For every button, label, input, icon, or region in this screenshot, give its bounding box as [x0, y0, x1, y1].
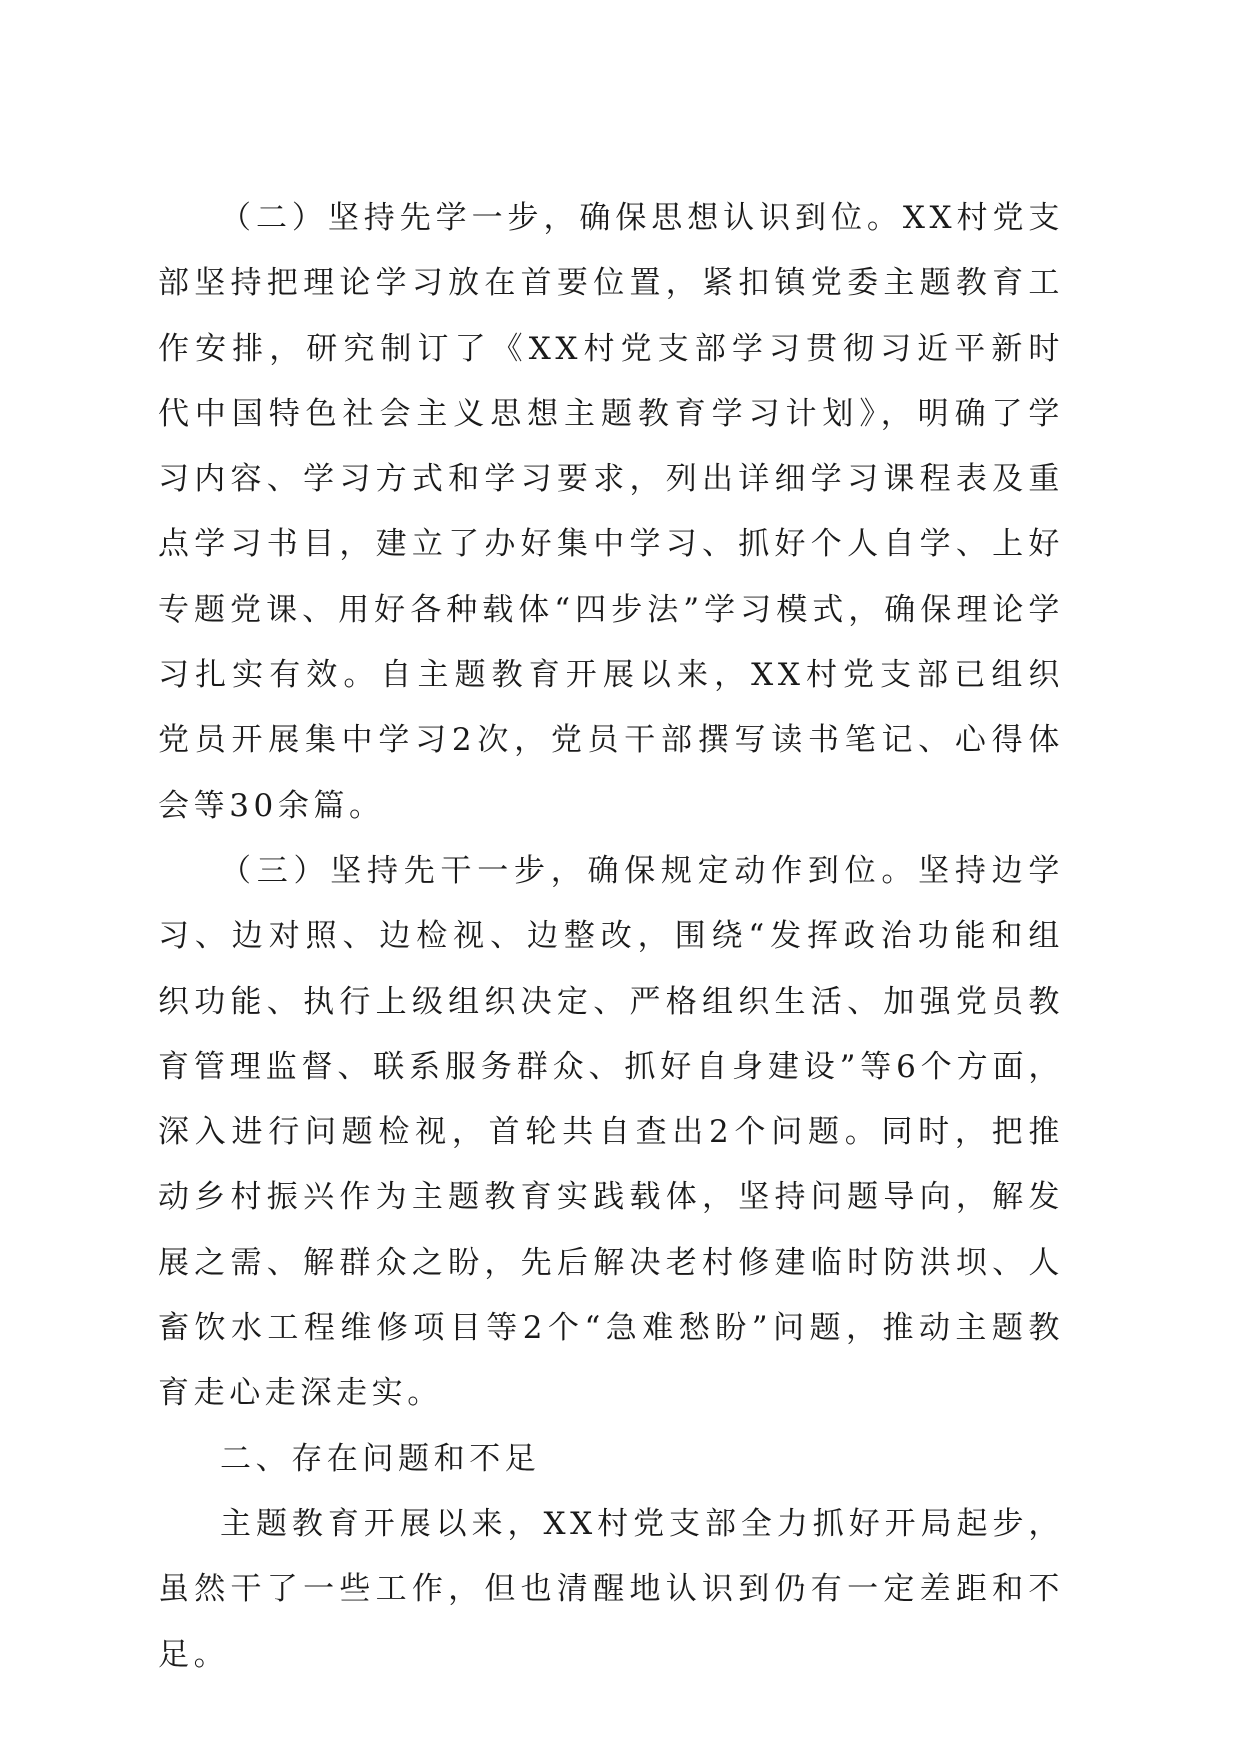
paragraph-study-first: （二）坚持先学一步，确保思想认识到位。XX村党支部坚持把理论学习放在首要位置，紧扣镇党委主题教育工作安排，研究制订了《XX村党支部学习贯彻习近平新时代中国特色社会主义思想主题教育学习计划》，明确了学习内容、学习方式和学习要求，列出详细学习课程表及重点学习书目，建立了办好集中学习、抓好个人自学、上好专题党课、用好各种载体“四步法”学习模式，确保理论学习扎实有效。自主题教育开展以来，XX村党支部已组织党员开展集中学习2次，党员干部撰写读书笔记、心得体会等30余篇。 [158, 200, 1064, 824]
paragraph-act-first: （三）坚持先干一步，确保规定动作到位。坚持边学习、边对照、边检视、边整改，围绕“发挥政治功能和组织功能、执行上级组织决定、严格组织生活、加强党员教育管理监督、联系服务群众、抓好自身建设”等6个方面，深入进行问题检视，首轮共自查出2个问题。同时，把推动乡村振兴作为主题教育实践载体，坚持问题导向，解发展之需、解群众之盼，先后解决老村修建临时防洪坝、人畜饮水工程维修项目等2个“急难愁盼”问题，推动主题教育走心走深走实。 [158, 852, 1064, 1412]
document-body [158, 186, 1064, 1688]
section-heading-problems: 二、存在问题和不足 [220, 1440, 541, 1477]
paragraph-problems-intro: 主题教育开展以来，XX村党支部全力抓好开局起步，虽然干了一些工作，但也清醒地认识到仍有一定差距和不足。 [158, 1505, 1064, 1673]
